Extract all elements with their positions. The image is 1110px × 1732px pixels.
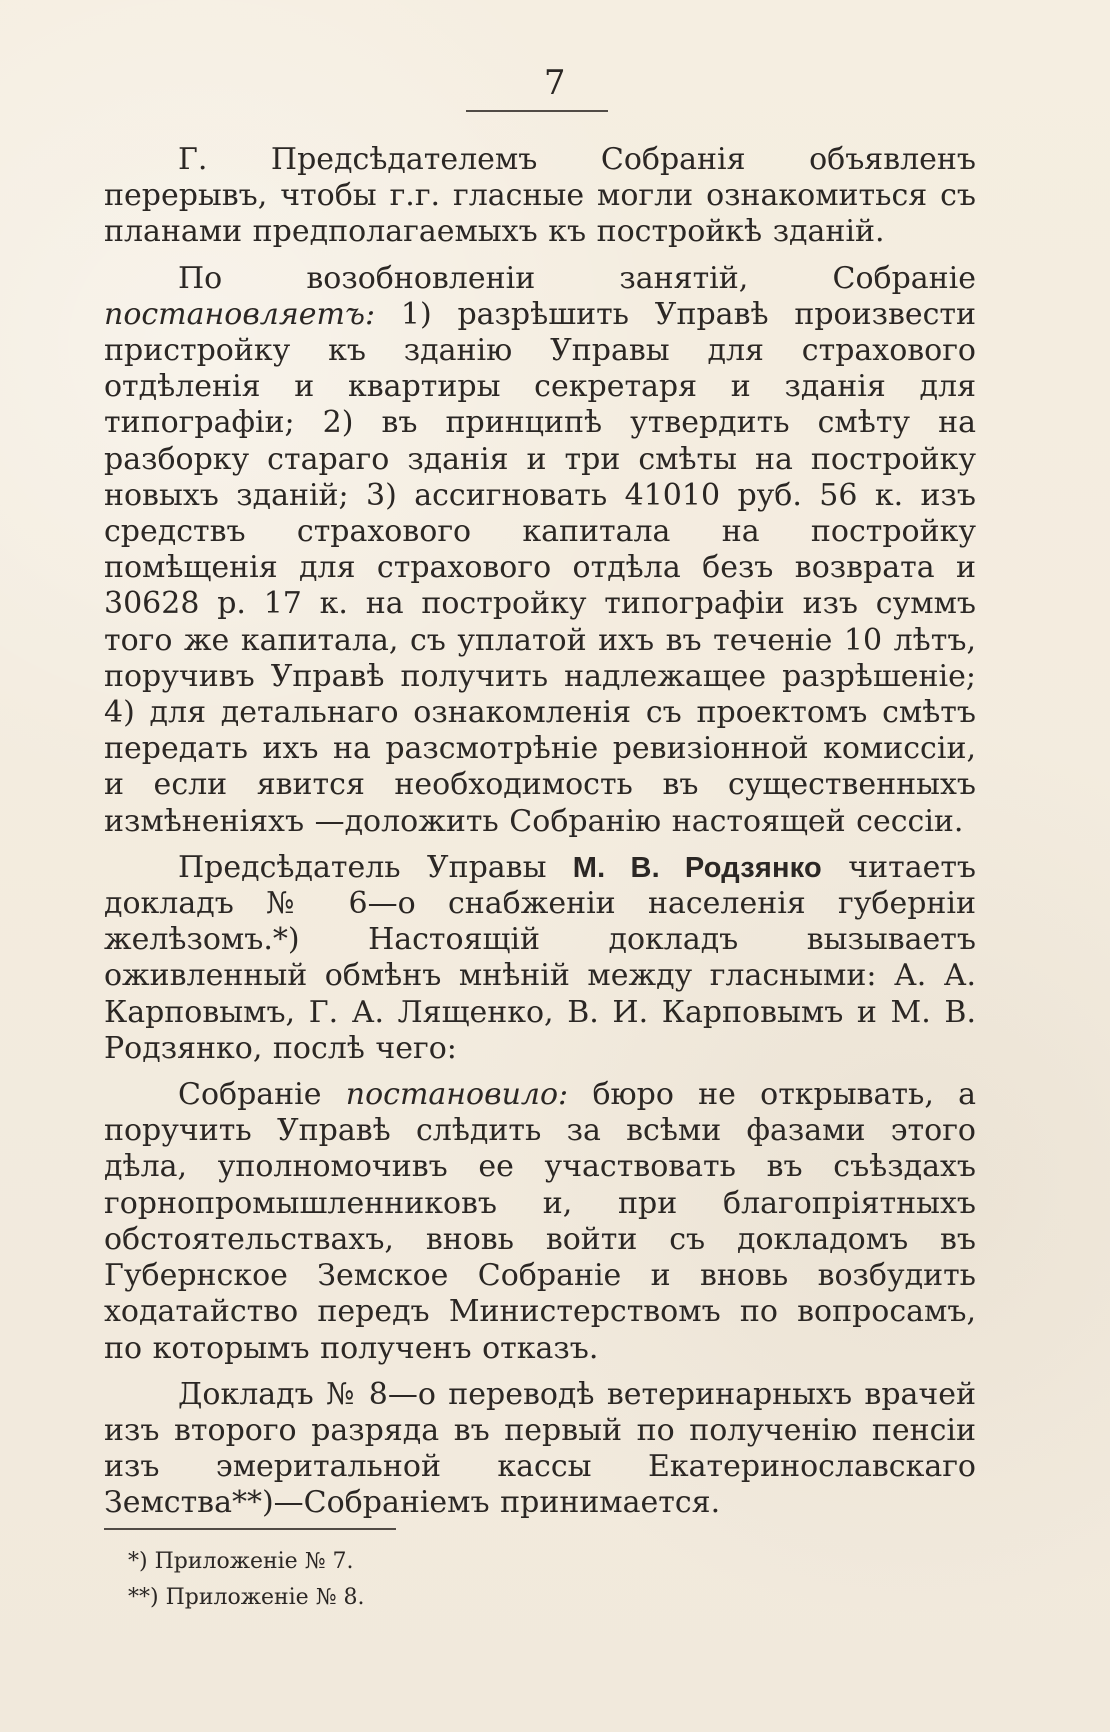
paragraph-1 — [104, 142, 976, 251]
paragraph-2-italic-decision: постановляетъ: — [104, 296, 376, 332]
paragraph-3-text: читаетъ докладъ № 6—о снабженіи населенія губерніи желѣзомъ.*) Настоящій докладъ вызываетъ оживленный обмѣнъ мнѣній между гласными: А. А. Карповымъ, Г. А. Лященко, В. И. Карповымъ и М. В. Родзянко, послѣ чего: — [104, 849, 977, 1066]
paragraph-5-text: Докладъ № 8—о переводѣ ветеринарныхъ врачей изъ второго разряда въ первый по полученію пенсіи изъ эмеритальной кассы Екатеринославскаго Земства**)—Собраніемъ принимается. — [104, 1376, 976, 1521]
paragraph-3 — [104, 850, 976, 1067]
paragraph-4-text: бюро не открывать, а поручить Управѣ слѣдить за всѣми фазами этого дѣла, уполномочивъ ее участвовать въ съѣздахъ горнопромышленниковъ и, при благопріятныхъ обстоятельствахъ, вновь войти съ докладомъ въ Губернское Земское Собраніе и вновь возбудить ходатайство передъ Министерствомъ по вопросамъ, по которымъ полученъ отказъ. — [104, 1077, 977, 1366]
paragraph-3-bold-name: М. В. Родзянко — [572, 851, 822, 884]
main-text — [104, 142, 977, 1521]
paragraph-4-intro: Собраніе — [178, 1077, 346, 1113]
page-number: 7 — [543, 63, 567, 103]
paragraph-2-intro: По возобновленіи занятій, Собраніе — [178, 260, 976, 296]
footnotes — [128, 1544, 548, 1616]
footnote-2: **) Приложеніе № 8. — [128, 1585, 365, 1610]
page-number-rule — [466, 110, 608, 112]
paragraph-4-italic-decision: постановило: — [345, 1077, 569, 1113]
paragraph-3-intro: Предсѣдатель Управы — [178, 849, 573, 885]
paragraph-4 — [104, 1077, 976, 1367]
footnote-divider — [104, 1528, 396, 1530]
paragraph-1-text: Г. Предсѣдателемъ Собранія объявленъ перерывъ, чтобы г.г. гласные могли ознакомиться съ планами предполагаемыхъ къ постройкѣ зданій. — [104, 142, 976, 250]
footnote-1: *) Приложеніе № 7. — [128, 1549, 354, 1574]
paragraph-2-decision-text: 1) разрѣшить Управѣ произвести пристройку къ зданію Управы для страхового отдѣленія и квартиры секретаря и зданія для типографіи; 2) въ принципѣ утвердить смѣту на разборку стараго зданія и три смѣты на постройку новыхъ зданій; 3) ассигновать 41010 руб. 56 к. изъ средствъ страхового капитала на постройку помѣщенія для страхового отдѣла безъ возврата и 30628 р. 17 к. на постройку типографіи изъ суммъ того же капитала, съ уплатой ихъ въ теченіе 10 лѣтъ, поручивъ Управѣ получить надлежащее разрѣшеніе; 4) для детальнаго ознакомленія съ проектомъ смѣтъ передать ихъ на разсмотрѣніе ревизіонной комиссіи, и если явится необходимость въ существенныхъ измѣненіяхъ —доложить Собранію настоящей сессіи. — [104, 296, 976, 839]
paragraph-2 — [104, 261, 976, 840]
paragraph-5 — [104, 1377, 976, 1522]
